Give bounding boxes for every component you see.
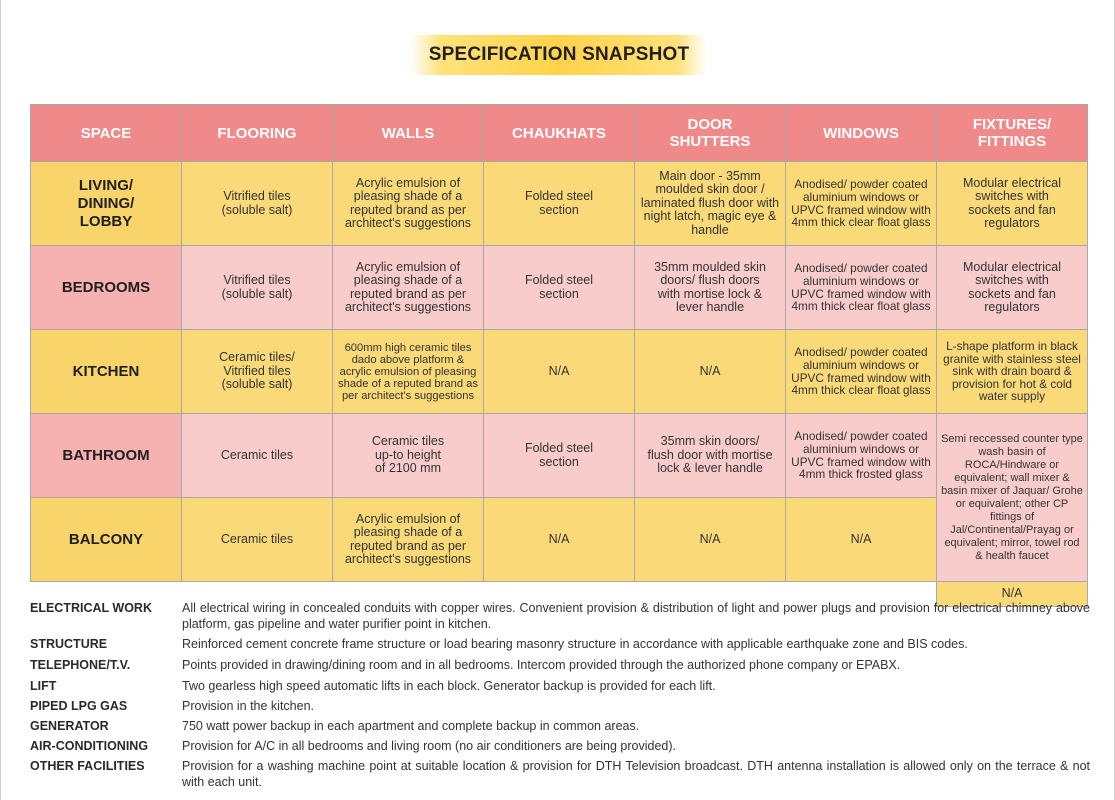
note-telephone-tv — [30, 657, 1090, 673]
chaukhats-cell: N/A — [484, 330, 635, 414]
space-cell: LIVING/ DINING/ LOBBY — [31, 162, 182, 246]
note-label: PIPED LPG GAS — [30, 699, 128, 713]
chaukhats-cell: Folded steel section — [484, 414, 635, 498]
walls-cell: 600mm high ceramic tiles dado above platform & acrylic emulsion of pleasing shade of a reputed brand as per architect's suggestions — [333, 330, 484, 414]
note-text: Provision in the kitchen. — [182, 699, 315, 713]
note-text: All electrical wiring in concealed conduits with copper wires. Convenient provision & distribution of light and power plugs and provision for electrical chimney above platform, gas pipeline and water purifier point in kitchen. — [182, 601, 1090, 631]
windows-cell: Anodised/ powder coated aluminium windows or UPVC framed window with 4mm thick frosted glass — [786, 414, 937, 498]
note-text: Two gearless high speed automatic lifts in each block. Generator backup is provided for each lift. — [182, 679, 716, 693]
note-electrical-work — [30, 600, 1090, 632]
header-chaukhats: CHAUKHATS — [484, 105, 635, 162]
header-walls: WALLS — [333, 105, 484, 162]
title-banner — [411, 35, 707, 75]
walls-cell: Acrylic emulsion of pleasing shade of a reputed brand as per architect's suggestions — [333, 162, 484, 246]
note-piped-lpg-gas — [30, 698, 1090, 714]
walls-cell: Ceramic tiles up-to height of 2100 mm — [333, 414, 484, 498]
fixtures-cell: L-shape platform in black granite with stainless steel sink with drain board & provision for hot & cold water supply — [937, 330, 1088, 414]
windows-cell: Anodised/ powder coated aluminium windows or UPVC framed window with 4mm thick clear float glass — [786, 330, 937, 414]
fixtures-cell: N/A — [937, 582, 1088, 607]
flooring-cell: Ceramic tiles — [182, 414, 333, 498]
table-row — [31, 246, 1088, 330]
note-text: Points provided in drawing/dining room and in all bedrooms. Intercom provided through the authorized phone company or EPABX. — [182, 658, 901, 672]
flooring-cell: Vitrified tiles (soluble salt) — [182, 162, 333, 246]
table-row — [31, 414, 1088, 498]
note-lift — [30, 678, 1090, 694]
note-text: 750 watt power backup in each apartment and complete backup in common areas. — [182, 719, 640, 733]
space-cell: BATHROOM — [31, 414, 182, 498]
table-row — [31, 162, 1088, 246]
space-cell: BEDROOMS — [31, 246, 182, 330]
table-row — [31, 330, 1088, 414]
door-shutters-cell: 35mm moulded skin doors/ flush doors with mortise lock & lever handle — [635, 246, 786, 330]
note-air-conditioning — [30, 738, 1090, 754]
door-shutters-cell: N/A — [635, 330, 786, 414]
note-label: STRUCTURE — [30, 637, 108, 651]
note-label: OTHER FACILITIES — [30, 759, 145, 773]
windows-cell: N/A — [786, 498, 937, 582]
note-text: Provision for a washing machine point at suitable location & provision for DTH Television broadcast. DTH antenna installation is allowed only on the terrace & not with each unit. — [182, 759, 1090, 789]
note-label: ELECTRICAL WORK — [30, 601, 152, 615]
specification-table — [30, 104, 1088, 607]
table-row — [31, 498, 1088, 582]
header-flooring: FLOORING — [182, 105, 333, 162]
specification-notes — [30, 600, 1090, 790]
walls-cell: Acrylic emulsion of pleasing shade of a reputed brand as per architect's suggestions — [333, 246, 484, 330]
space-cell: KITCHEN — [31, 330, 182, 414]
note-text: Reinforced cement concrete frame structure or load bearing masonry structure in accordance with applicable earthquake zone and BIS codes. — [182, 637, 968, 651]
space-cell: BALCONY — [31, 498, 182, 582]
chaukhats-cell: Folded steel section — [484, 162, 635, 246]
flooring-cell: Ceramic tiles — [182, 498, 333, 582]
fixtures-cell: Modular electrical switches with sockets and fan regulators — [937, 246, 1088, 330]
chaukhats-cell: Folded steel section — [484, 246, 635, 330]
header-windows: WINDOWS — [786, 105, 937, 162]
door-shutters-cell: N/A — [635, 498, 786, 582]
fixtures-cell: Modular electrical switches with sockets and fan regulators — [937, 162, 1088, 246]
note-text: Provision for A/C in all bedrooms and living room (no air conditioners are being provided). — [182, 739, 677, 753]
header-space: SPACE — [31, 105, 182, 162]
chaukhats-cell: N/A — [484, 498, 635, 582]
door-shutters-cell: 35mm skin doors/ flush door with mortise lock & lever handle — [635, 414, 786, 498]
note-generator — [30, 718, 1090, 734]
flooring-cell: Vitrified tiles (soluble salt) — [182, 246, 333, 330]
windows-cell: Anodised/ powder coated aluminium windows or UPVC framed window with 4mm thick clear float glass — [786, 246, 937, 330]
note-label: TELEPHONE/T.V. — [30, 658, 131, 672]
walls-cell: Acrylic emulsion of pleasing shade of a reputed brand as per architect's suggestions — [333, 498, 484, 582]
header-fixtures: FIXTURES/ FITTINGS — [937, 105, 1088, 162]
flooring-cell: Ceramic tiles/ Vitrified tiles (soluble salt) — [182, 330, 333, 414]
note-structure — [30, 636, 1090, 652]
note-other-facilities — [30, 758, 1090, 790]
header-door-shutters: DOOR SHUTTERS — [635, 105, 786, 162]
fixtures-cell: Semi reccessed counter type wash basin of ROCA/Hindware or equivalent; wall mixer & basin mixer of Jaquar/ Grohe or equivalent; other CP fittings of Jal/Continental/Prayag or equivalent; mirror, towel rod & health faucet — [937, 414, 1088, 582]
table-header-row — [31, 105, 1088, 162]
door-shutters-cell: Main door - 35mm moulded skin door / laminated flush door with night latch, magic eye & handle — [635, 162, 786, 246]
note-label: GENERATOR — [30, 719, 109, 733]
note-label: AIR-CONDITIONING — [30, 739, 149, 753]
page-title: SPECIFICATION SNAPSHOT — [428, 44, 690, 65]
note-label: LIFT — [30, 679, 57, 693]
windows-cell: Anodised/ powder coated aluminium windows or UPVC framed window with 4mm thick clear float glass — [786, 162, 937, 246]
